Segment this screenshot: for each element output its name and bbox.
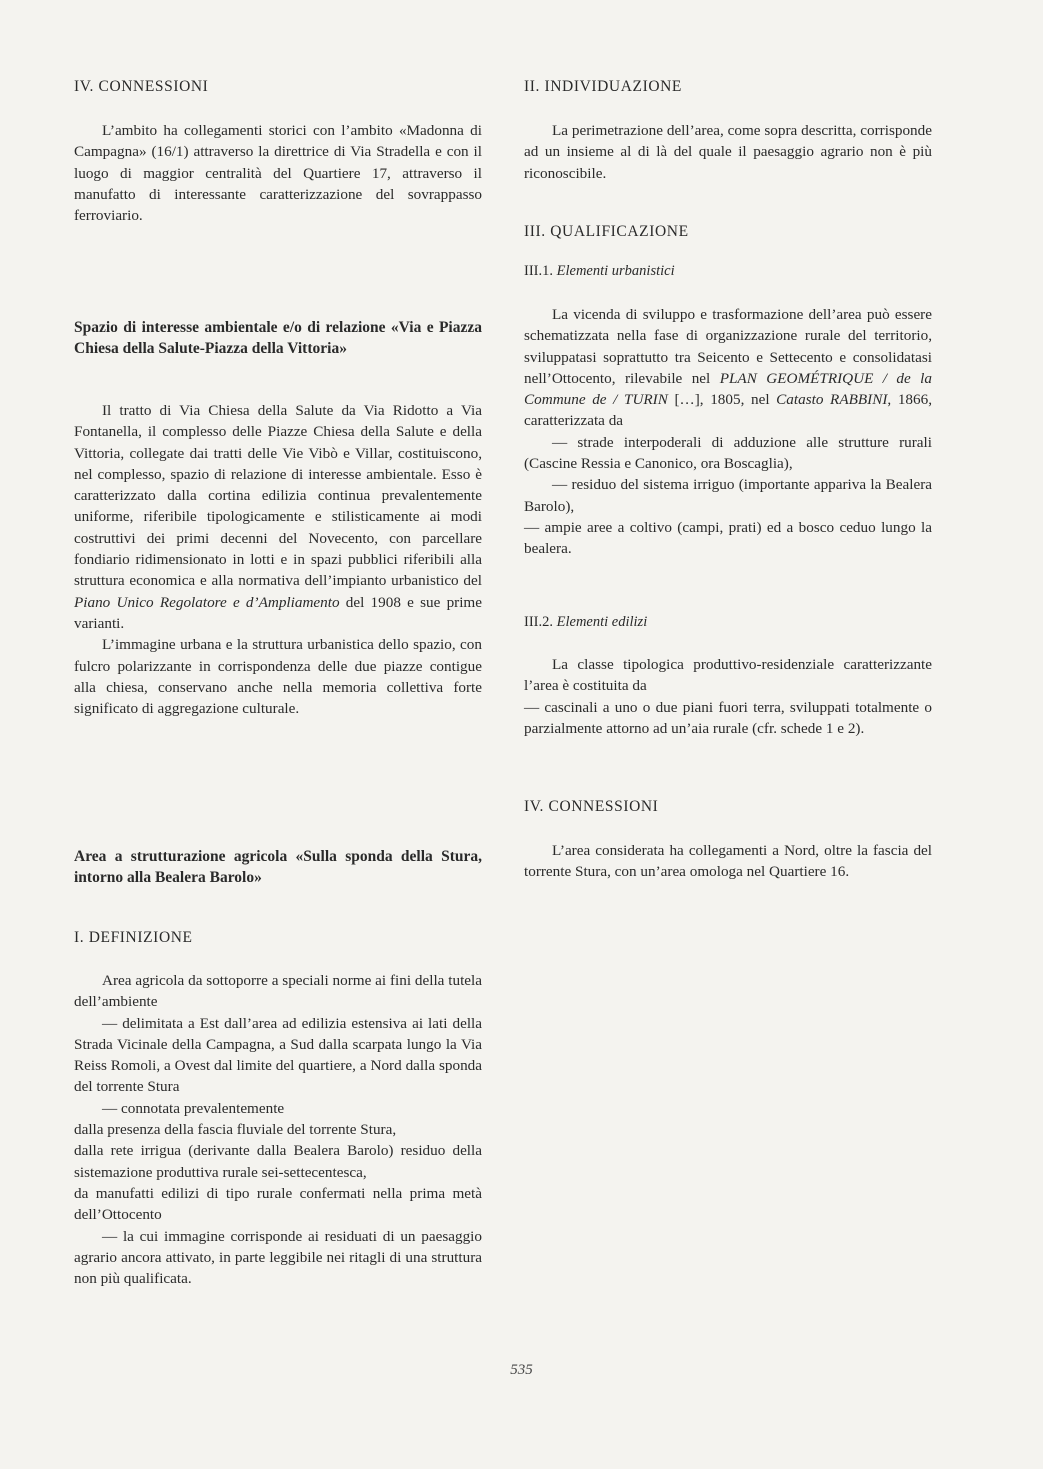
definizione-body bbox=[74, 970, 482, 1289]
paragraph: L’immagine urbana e la struttura urbanistica dello spazio, con fulcro polarizzante in corrispondenza delle due piazze contigue alla chiesa, conservano anche nella memoria collettiva forte significato di aggregazione culturale. bbox=[74, 636, 482, 718]
subsection-title: Spazio di interesse ambientale e/o di relazione «Via e Piazza Chiesa della Salute-Piazza della Vittoria» bbox=[74, 319, 482, 357]
section-heading-connessioni-left: IV. CONNESSIONI bbox=[74, 78, 209, 95]
paragraph: — residuo del sistema irriguo (importante appariva la Bealera Barolo), bbox=[524, 476, 932, 515]
paragraph: L’area considerata ha collegamenti a Nord, oltre la fascia del torrente Stura, con un’area omologa nel Quartiere 16. bbox=[524, 842, 932, 881]
paragraph: — connotata prevalentemente bbox=[102, 1099, 285, 1117]
section-heading-qualificazione: III. QUALIFICAZIONE bbox=[524, 223, 689, 240]
paragraph: La vicenda di sviluppo e trasformazione dell’area può essere schematizzata nella fase di organizzazione rurale del territorio, sviluppatasi soprattutto tra Seicento e Settecento e consolidatasi nell’Ottocento, rilevabile nel PLAN GEOMÉTRIQUE / de la Commune de / TURIN […], 1805, nel Catasto RABBINI, 1866, caratterizzata da bbox=[524, 306, 933, 430]
paragraph: Il tratto di Via Chiesa della Salute da Via Ridotto a Via Fontanella, il complesso delle Piazze Chiesa della Salute e della Vittoria, collegate dai tratti delle Vie Vibò e Villar, costituiscono, nel complesso, spazio di relazione di interesse ambientale. Esso è caratterizzato dalla cortina edilizia continua prevalentemente uniforme, riferibile tipologicamente e stilisticamente ai modi costruttivi dei primi decenni del Novecento, con parcellare fondiario ridimensionato in lotti e in spazi pubblici riferibili alla struttura economica e alla normativa dell’impianto urbanistico del Piano Unico Regolatore e d’Ampliamento del 1908 e sue prime varianti. bbox=[74, 402, 482, 632]
elementi-edilizi-body bbox=[524, 654, 932, 739]
paragraph: La classe tipologica produttivo-residenziale caratterizzante l’area è costituita da bbox=[524, 656, 932, 695]
paragraph: — ampie aree a coltivo (campi, prati) ed a bosco ceduo lungo la bealera. bbox=[524, 518, 932, 558]
paragraph: — delimitata a Est dall’area ad edilizia estensiva ai lati della Strada Vicinale della Campagna, a Sud dalla scarpata lungo la Via Reiss Romoli, a Ovest dal limite del quartiere, a Nord dalla sponda del torrente Stura bbox=[74, 1014, 482, 1096]
paragraph: — strade interpoderali di adduzione alle strutture rurali (Cascine Ressia e Canonico, ora Boscaglia), bbox=[524, 433, 932, 473]
area-title bbox=[74, 846, 482, 888]
connessioni-paragraph-left bbox=[74, 120, 482, 226]
page-number: 535 bbox=[510, 1362, 533, 1378]
paragraph: dalla presenza della fascia fluviale del torrente Stura, bbox=[74, 1121, 397, 1139]
subheading-elementi-edilizi: III.2. Elementi edilizi bbox=[524, 614, 648, 630]
paragraph: dalla rete irrigua (derivante dalla Bealera Barolo) residuo della sistemazione produttiva rurale sei-settecentesca, bbox=[74, 1142, 482, 1181]
elementi-urbanistici-body bbox=[524, 304, 932, 560]
connessioni-paragraph-right bbox=[524, 840, 932, 883]
section-heading-individuazione: II. INDIVIDUAZIONE bbox=[524, 78, 683, 95]
paragraph: — la cui immagine corrisponde ai residuati di un paesaggio agrario ancora attivato, in parte leggibile nei ritagli di una struttura non più qualificata. bbox=[74, 1227, 482, 1288]
spazio-title bbox=[74, 317, 482, 359]
paragraph: La perimetrazione dell’area, come sopra descritta, corrisponde ad un insieme al di là del quale il paesaggio agrario non è più riconoscibile. bbox=[524, 122, 932, 182]
section-heading-definizione: I. DEFINIZIONE bbox=[74, 929, 193, 946]
paragraph: Area agricola da sottoporre a speciali norme ai fini della tutela dell’ambiente bbox=[74, 972, 482, 1011]
paragraph: da manufatti edilizi di tipo rurale confermati nella prima metà dell’Ottocento bbox=[74, 1184, 482, 1224]
spazio-body bbox=[74, 400, 482, 719]
individuazione-body bbox=[524, 120, 932, 184]
subsection-title: Area a strutturazione agricola «Sulla sponda della Stura, intorno alla Bealera Barolo» bbox=[74, 848, 482, 886]
paragraph: L’ambito ha collegamenti storici con l’ambito «Madonna di Campagna» (16/1) attraverso la direttrice di Via Stradella e con il luogo di maggior centralità del Quartiere 17, attraverso il manufatto di interessante caratterizzazione del sovrappasso ferroviario. bbox=[74, 122, 482, 225]
subheading-elementi-urbanistici: III.1. Elementi urbanistici bbox=[524, 263, 675, 279]
paragraph: — cascinali a uno o due piani fuori terra, sviluppati totalmente o parzialmente attorno ad un’aia rurale (cfr. schede 1 e 2). bbox=[524, 698, 932, 737]
section-heading-connessioni-right: IV. CONNESSIONI bbox=[524, 798, 659, 815]
